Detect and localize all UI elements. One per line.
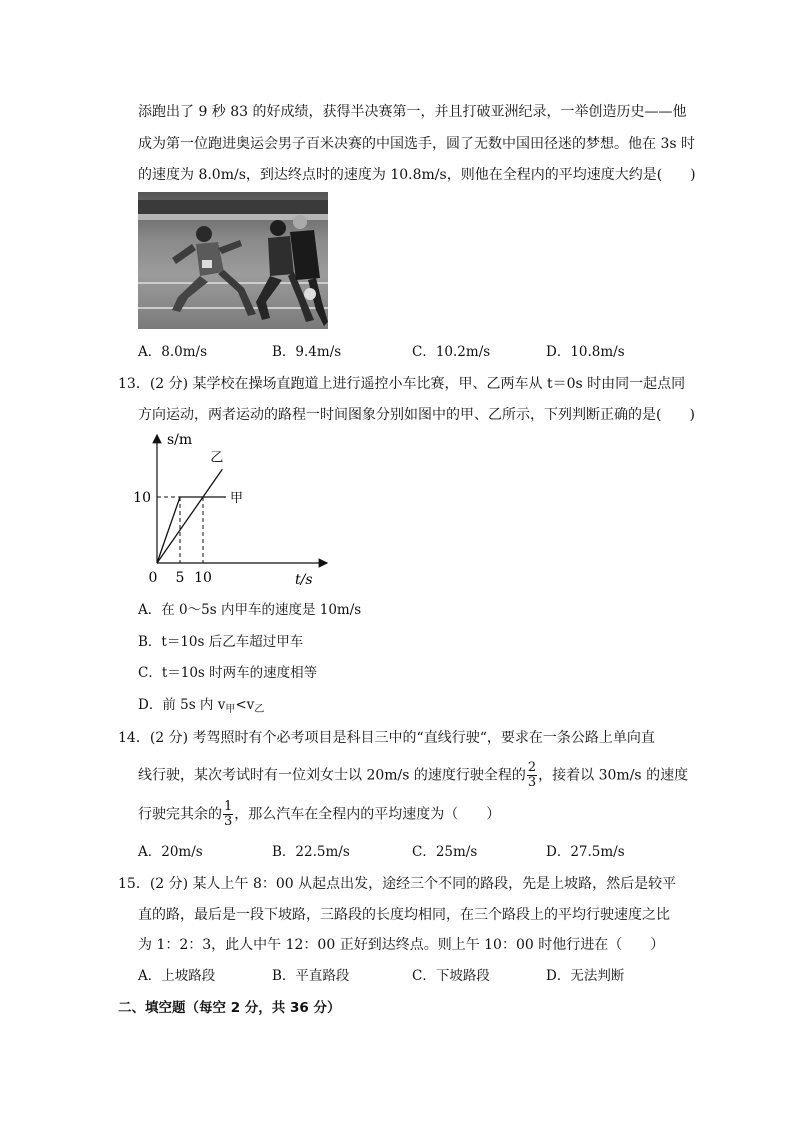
q14-option-b: B．22.5m/s	[272, 844, 350, 860]
fraction-denominator: 3	[224, 814, 233, 829]
q12-option-c: C．10.2m/s	[412, 344, 491, 360]
q13-option-d	[138, 695, 264, 720]
section-heading: 二、填空题（每空 2 分，共 36 分）	[118, 1000, 341, 1016]
x-tick-label-5: 5	[175, 570, 185, 586]
q15-option-c: C．下坡路段	[412, 968, 490, 984]
series-jia-line	[157, 497, 226, 563]
intro-line-3: 的速度为 8.0m/s，到达终点时的速度为 10.8m/s，则他在全程内的平均速度大约是( )	[138, 167, 696, 183]
q12-option-b: B．9.4m/s	[272, 344, 342, 360]
fraction-one-third	[223, 800, 233, 829]
q13-line-1: 13．(2 分) 某学校在操场直跑道上进行遥控小车比赛，甲、乙两车从 t＝0s 时由同一起点同	[118, 376, 686, 392]
intro-line-2: 成为第一位跑进奥运会男子百米决赛的中国选手，圆了无数中国田径迷的梦想。他在 3s 时	[138, 136, 695, 152]
q13-option-a: A．在 0～5s 内甲车的速度是 10m/s	[138, 602, 362, 618]
q13-option-b: B．t＝10s 后乙车超过甲车	[138, 634, 304, 650]
q14-line-3	[138, 800, 500, 829]
series-jia-label: 甲	[230, 491, 244, 506]
q15-line-2: 直的路，最后是一段下坡路，三路段的长度均相同，在三个路段上的平均行驶速度之比	[138, 907, 670, 923]
x-tick-label-0: 0	[148, 570, 158, 586]
q14-line-3-pre: 行驶完其余的	[138, 806, 222, 823]
q15-option-a: A．上坡路段	[138, 968, 216, 984]
sprinter-photo	[138, 192, 328, 329]
q14-option-d: D．27.5m/s	[546, 844, 625, 860]
x-tick-label-10: 10	[194, 570, 212, 586]
q12-option-d: D．10.8m/s	[546, 344, 625, 360]
q15-option-b: B．平直路段	[272, 968, 350, 984]
q14-line-2-post: ，接着以 30m/s 的速度	[538, 767, 689, 784]
intro-line-1: 添跑出了 9 秒 83 的好成绩，获得半决赛第一，并且打破亚洲纪录，一举创造历史——他	[138, 104, 687, 120]
q15-line-1: 15．(2 分) 某人上午 8：00 从起点出发，途经三个不同的路段，先是上坡路，然后是较平	[118, 876, 677, 892]
q13-option-c: C．t＝10s 时两车的速度相等	[138, 665, 318, 681]
q13-option-d-sub1: 甲	[225, 704, 236, 715]
q14-line-2	[138, 761, 688, 790]
q14-option-c: C．25m/s	[412, 844, 478, 860]
q12-option-a: A．8.0m/s	[138, 344, 207, 360]
y-tick-label-10: 10	[133, 490, 151, 506]
q14-line-3-post: ，那么汽车在全程内的平均速度为（ ）	[234, 806, 501, 823]
fraction-two-thirds	[527, 761, 537, 790]
fraction-numerator: 1	[224, 799, 233, 814]
q13-option-d-sub2: 乙	[254, 704, 265, 715]
fraction-numerator: 2	[527, 760, 537, 775]
y-axis-label: s/m	[167, 432, 193, 448]
q15-line-3: 为 1：2：3，此人中午 12：00 正好到达终点。则上午 10：00 时他行进在（ ）	[138, 937, 665, 953]
st-graph	[135, 430, 335, 590]
fraction-denominator: 3	[527, 775, 537, 790]
q13-option-d-pre: D．前 5s 内 v	[138, 697, 226, 713]
series-yi-label: 乙	[210, 450, 224, 466]
q14-line-2-pre: 线行驶，某次考试时有一位刘女士以 20m/s 的速度行驶全程的	[138, 767, 526, 784]
q15-option-d: D．无法判断	[546, 968, 625, 984]
q14-option-a: A．20m/s	[138, 844, 203, 860]
q14-line-1: 14．(2 分) 考驾照时有个必考项目是科目三中的“直线行驶“，要求在一条公路上单向直	[118, 730, 655, 746]
q13-line-2: 方向运动，两者运动的路程一时间图象分别如图中的甲、乙所示，下列判断正确的是( )	[138, 407, 695, 423]
x-axis-label: t/s	[295, 572, 313, 588]
series-yi-line	[157, 469, 222, 563]
q13-option-d-mid: <v	[235, 697, 255, 713]
